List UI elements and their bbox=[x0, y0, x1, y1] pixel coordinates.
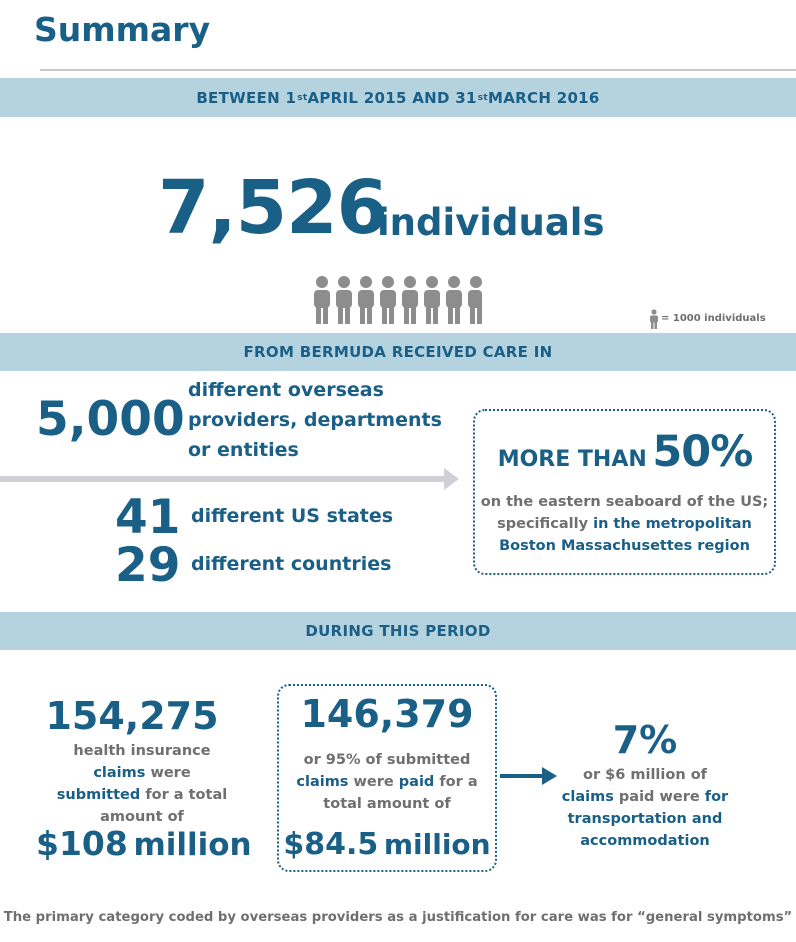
transport-line-1: or $6 million of bbox=[583, 767, 707, 783]
providers-line-1: different overseas bbox=[188, 379, 384, 401]
submitted-amount-unit: million bbox=[133, 827, 252, 863]
title-divider bbox=[40, 69, 796, 71]
countries-label: different countries bbox=[191, 553, 392, 575]
providers-label bbox=[188, 375, 442, 465]
seaboard-line-2-blue: in the metropolitan bbox=[593, 516, 752, 532]
providers-line-2: providers, departments bbox=[188, 409, 442, 431]
period-text-1: BETWEEN 1 bbox=[196, 88, 297, 107]
dark-arrow-line bbox=[500, 774, 542, 778]
care-band bbox=[0, 333, 796, 371]
footer-note: The primary category coded by overseas providers as a justification for care was for “general symptoms” bbox=[3, 910, 793, 925]
paid-line-1: or 95% of submitted bbox=[303, 752, 471, 768]
person-icon bbox=[358, 276, 374, 324]
seaboard-prefix: MORE THAN bbox=[497, 447, 647, 472]
partial-person-icon bbox=[468, 276, 482, 324]
paid-box bbox=[277, 684, 497, 872]
period-text-3: MARCH 2016 bbox=[488, 88, 600, 107]
seaboard-percent: 50% bbox=[652, 427, 753, 477]
care-band-text: FROM BERMUDA RECEIVED CARE IN bbox=[243, 343, 553, 361]
paid-amount-value: $84.5 bbox=[283, 827, 379, 862]
transport-line-2-blue-1: claims bbox=[561, 789, 614, 805]
submitted-line-2-gray: were bbox=[150, 765, 191, 781]
submitted-line-3-blue: submitted bbox=[56, 787, 141, 803]
period-text-2: APRIL 2015 AND 31 bbox=[307, 88, 477, 107]
submitted-line-4: amount of bbox=[100, 809, 184, 825]
transport-line-3: transportation and bbox=[567, 811, 723, 827]
seaboard-box bbox=[473, 409, 776, 575]
submitted-line-1: health insurance bbox=[73, 743, 211, 759]
seaboard-line-2-gray: specifically bbox=[497, 516, 589, 532]
person-icon bbox=[380, 276, 396, 324]
submitted-description bbox=[32, 740, 252, 828]
paid-line-2-blue-2: paid bbox=[398, 774, 435, 790]
seaboard-description bbox=[475, 491, 774, 557]
seaboard-line-1: on the eastern seaboard of the US; bbox=[480, 494, 769, 510]
transport-line-2-gray: paid were bbox=[618, 789, 700, 805]
providers-number: 5,000 bbox=[36, 392, 185, 447]
person-icon bbox=[446, 276, 462, 324]
paid-description bbox=[279, 749, 495, 815]
seaboard-headline bbox=[485, 427, 765, 477]
submitted-amount-value: $108 bbox=[36, 824, 128, 863]
person-icon bbox=[424, 276, 440, 324]
transport-line-4: accommodation bbox=[580, 833, 710, 849]
submitted-number: 154,275 bbox=[45, 694, 219, 738]
states-number: 41 bbox=[115, 490, 181, 545]
paid-amount bbox=[279, 824, 495, 870]
divider-arrow-line bbox=[0, 476, 444, 482]
individuals-number: 7,526 bbox=[158, 165, 388, 251]
transport-description bbox=[545, 764, 745, 852]
legend-person-icon bbox=[649, 309, 659, 329]
legend-label: = 1000 individuals bbox=[661, 313, 766, 324]
arrow-right-icon bbox=[444, 468, 459, 490]
paid-line-2-blue-1: claims bbox=[296, 774, 349, 790]
seaboard-line-3: Boston Massachusettes region bbox=[499, 538, 750, 554]
paid-number: 146,379 bbox=[300, 692, 474, 736]
transport-number: 7% bbox=[612, 718, 678, 762]
paid-line-2-gray-1: were bbox=[353, 774, 394, 790]
providers-line-3: or entities bbox=[188, 439, 299, 461]
during-band-text: DURING THIS PERIOD bbox=[305, 622, 491, 640]
person-icon bbox=[402, 276, 418, 324]
submitted-amount bbox=[36, 823, 252, 871]
page-title: Summary bbox=[34, 10, 211, 49]
during-band bbox=[0, 612, 796, 650]
paid-line-3: total amount of bbox=[323, 796, 451, 812]
people-icons bbox=[312, 274, 488, 326]
submitted-line-3-gray: for a total bbox=[145, 787, 228, 803]
countries-number: 29 bbox=[115, 538, 181, 593]
paid-amount-unit: million bbox=[383, 828, 491, 861]
transport-line-2-blue-2: for bbox=[704, 789, 729, 805]
individuals-label: individuals bbox=[377, 201, 605, 244]
paid-line-2-gray-2: for a bbox=[439, 774, 478, 790]
submitted-line-2-blue: claims bbox=[93, 765, 146, 781]
person-icon bbox=[336, 276, 352, 324]
states-label: different US states bbox=[191, 505, 394, 527]
person-icon bbox=[314, 276, 330, 324]
period-band: BETWEEN 1 st APRIL 2015 AND 31 st MARCH 2016 bbox=[0, 78, 796, 117]
